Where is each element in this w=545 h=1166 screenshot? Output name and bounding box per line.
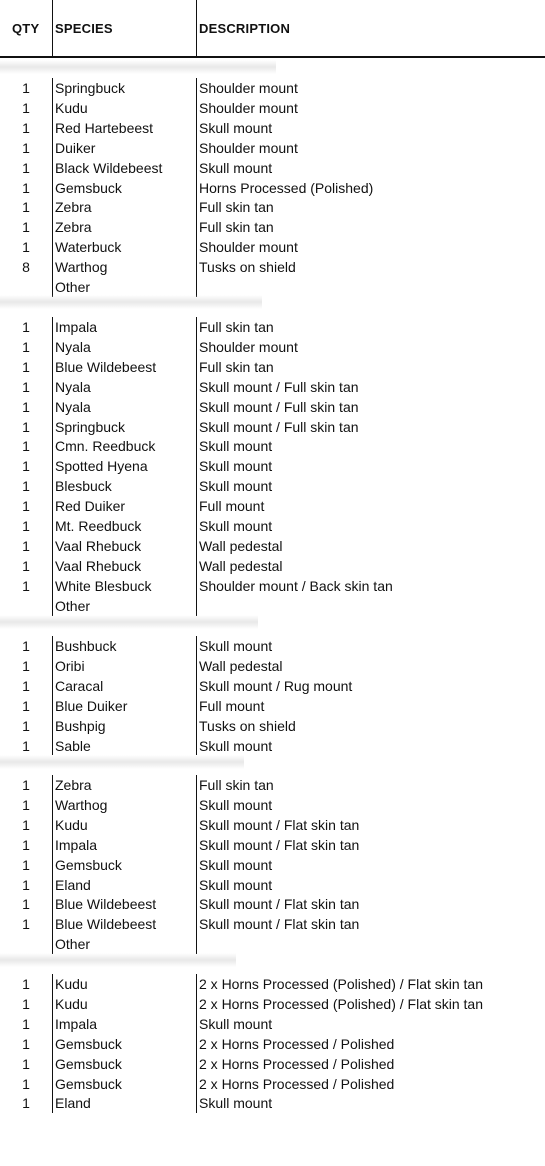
species-cell: Kudu xyxy=(55,816,88,833)
column-divider xyxy=(52,636,54,755)
table-row xyxy=(0,118,545,138)
table-row xyxy=(0,676,545,696)
species-cell: Eland xyxy=(55,876,91,893)
description-cell: Shoulder mount xyxy=(199,239,298,256)
species-cell: Blue Duiker xyxy=(55,697,128,714)
species-cell: Kudu xyxy=(55,99,88,116)
species-cell: Kudu xyxy=(55,976,88,992)
description-cell: Skull mount xyxy=(199,438,273,455)
column-divider xyxy=(52,974,54,1113)
qty-cell: 1 xyxy=(22,577,30,594)
qty-cell: 1 xyxy=(22,876,30,893)
table-row xyxy=(0,815,545,835)
qty-cell: 1 xyxy=(22,358,30,375)
table-row xyxy=(0,636,545,656)
qty-cell: 8 xyxy=(22,259,30,276)
table-row xyxy=(0,596,545,616)
description-cell: Skull mount xyxy=(199,638,273,654)
species-cell: Blue Wildebeest xyxy=(55,916,157,933)
table-row xyxy=(0,178,545,198)
species-cell: Black Wildebeest xyxy=(55,159,163,176)
table-row xyxy=(0,576,545,596)
header-column-divider xyxy=(52,0,54,57)
table-row xyxy=(0,217,545,237)
description-cell: Skull mount xyxy=(199,876,273,893)
species-cell: Impala xyxy=(55,836,98,853)
table-row xyxy=(0,914,545,934)
qty-cell: 1 xyxy=(22,1035,30,1052)
table-row xyxy=(0,377,545,397)
species-cell: Warthog xyxy=(55,259,108,276)
qty-cell: 1 xyxy=(22,179,30,196)
species-cell: Springbuck xyxy=(55,418,126,435)
species-cell: Impala xyxy=(55,319,98,335)
qty-cell: 1 xyxy=(22,1095,30,1112)
qty-cell: 1 xyxy=(22,976,30,992)
species-cell: Red Hartebeest xyxy=(55,119,154,136)
qty-cell: 1 xyxy=(22,1055,30,1072)
table-row xyxy=(0,974,545,994)
qty-cell: 1 xyxy=(22,638,30,654)
description-cell: Horns Processed (Polished) xyxy=(199,179,374,196)
qty-cell: 1 xyxy=(22,319,30,335)
species-cell: Zebra xyxy=(55,219,92,236)
description-cell: Skull mount / Flat skin tan xyxy=(199,916,360,933)
table-row xyxy=(0,496,545,516)
description-cell: Skull mount xyxy=(199,796,273,813)
qty-cell: 1 xyxy=(22,816,30,833)
description-cell: Shoulder mount xyxy=(199,338,298,355)
qty-cell: 1 xyxy=(22,777,30,793)
column-divider xyxy=(196,775,198,954)
species-cell: Eland xyxy=(55,1095,91,1112)
qty-cell: 1 xyxy=(22,159,30,176)
table-row xyxy=(0,1074,545,1094)
table-row xyxy=(0,536,545,556)
table-row xyxy=(0,1034,545,1054)
table-row xyxy=(0,476,545,496)
qty-cell: 1 xyxy=(22,458,30,475)
qty-cell: 1 xyxy=(22,896,30,913)
table-row xyxy=(0,257,545,277)
qty-cell: 1 xyxy=(22,478,30,495)
description-cell: 2 x Horns Processed / Polished xyxy=(199,1055,395,1072)
table-row xyxy=(0,934,545,954)
description-cell: Skull mount xyxy=(199,1095,273,1112)
species-cell: Zebra xyxy=(55,777,92,793)
table-row xyxy=(0,775,545,795)
table-row xyxy=(0,1014,545,1034)
species-cell: Duiker xyxy=(55,139,96,156)
table-row xyxy=(0,197,545,217)
species-cell: Bushpig xyxy=(55,717,106,734)
description-cell: Full skin tan xyxy=(199,219,274,236)
header-column-divider xyxy=(196,0,198,57)
qty-cell: 1 xyxy=(22,537,30,554)
table-row xyxy=(0,78,545,98)
table-row xyxy=(0,1093,545,1113)
qty-cell: 1 xyxy=(22,498,30,515)
header-species: SPECIES xyxy=(55,20,113,36)
species-cell: Gemsbuck xyxy=(55,1035,122,1052)
species-cell: Blesbuck xyxy=(55,478,112,495)
header-qty: QTY xyxy=(12,20,40,36)
species-cell: Mt. Reedbuck xyxy=(55,518,142,534)
qty-cell: 1 xyxy=(22,737,30,754)
description-cell: Skull mount / Flat skin tan xyxy=(199,836,360,853)
description-cell: Full skin tan xyxy=(199,199,274,216)
column-divider xyxy=(196,974,198,1113)
table-row xyxy=(0,138,545,158)
description-cell: Skull mount xyxy=(199,737,273,754)
description-cell: Skull mount / Flat skin tan xyxy=(199,816,360,833)
species-cell: Nyala xyxy=(55,398,91,415)
species-cell: Other xyxy=(55,279,91,295)
table-row xyxy=(0,556,545,576)
group-separator xyxy=(0,295,262,309)
table-row xyxy=(0,795,545,815)
qty-cell: 1 xyxy=(22,836,30,853)
description-cell: 2 x Horns Processed (Polished) / Flat skin tan xyxy=(199,995,484,1012)
qty-cell: 1 xyxy=(22,796,30,813)
table-row xyxy=(0,994,545,1014)
description-cell: 2 x Horns Processed (Polished) / Flat skin tan xyxy=(199,976,484,992)
qty-cell: 1 xyxy=(22,219,30,236)
description-cell: Skull mount xyxy=(199,856,273,873)
qty-cell: 1 xyxy=(22,557,30,574)
table-row xyxy=(0,417,545,437)
qty-cell: 1 xyxy=(22,398,30,415)
species-cell: Gemsbuck xyxy=(55,856,122,873)
qty-cell: 1 xyxy=(22,139,30,156)
species-cell: Cmn. Reedbuck xyxy=(55,438,156,455)
table-row xyxy=(0,237,545,257)
species-cell: Impala xyxy=(55,1015,98,1032)
species-cell: Warthog xyxy=(55,796,108,813)
description-cell: Wall pedestal xyxy=(199,537,283,554)
species-cell: Other xyxy=(55,936,91,953)
description-cell: Skull mount / Full skin tan xyxy=(199,398,359,415)
description-cell: Skull mount xyxy=(199,478,273,495)
qty-cell: 1 xyxy=(22,378,30,395)
table-row xyxy=(0,277,545,297)
table-row xyxy=(0,337,545,357)
species-cell: Springbuck xyxy=(55,80,126,96)
species-cell: Gemsbuck xyxy=(55,179,122,196)
table-row xyxy=(0,436,545,456)
group-separator xyxy=(0,615,258,629)
table-row xyxy=(0,875,545,895)
group-separator xyxy=(0,60,276,74)
description-cell: Skull mount xyxy=(199,458,273,475)
description-cell: Skull mount xyxy=(199,159,273,176)
column-divider xyxy=(196,636,198,755)
species-cell: Nyala xyxy=(55,338,91,355)
species-cell: Nyala xyxy=(55,378,91,395)
description-cell: 2 x Horns Processed / Polished xyxy=(199,1035,395,1052)
description-cell: Skull mount xyxy=(199,119,273,136)
description-cell: Tusks on shield xyxy=(199,717,296,734)
description-cell: Shoulder mount xyxy=(199,80,298,96)
qty-cell: 1 xyxy=(22,338,30,355)
description-cell: Skull mount / Flat skin tan xyxy=(199,896,360,913)
species-cell: Sable xyxy=(55,737,91,754)
table-row xyxy=(0,736,545,756)
table-row xyxy=(0,456,545,476)
qty-cell: 1 xyxy=(22,418,30,435)
description-cell: 2 x Horns Processed / Polished xyxy=(199,1075,395,1092)
species-cell: Vaal Rhebuck xyxy=(55,557,142,574)
description-cell: Skull mount xyxy=(199,518,273,534)
column-divider xyxy=(52,317,54,616)
description-cell: Shoulder mount xyxy=(199,139,298,156)
header-description: DESCRIPTION xyxy=(199,20,291,36)
description-cell: Skull mount / Full skin tan xyxy=(199,418,359,435)
species-cell: Caracal xyxy=(55,677,104,694)
table-row xyxy=(0,696,545,716)
species-cell: Gemsbuck xyxy=(55,1055,122,1072)
group-separator xyxy=(0,953,236,967)
header-rule xyxy=(0,56,545,58)
species-cell: Oribi xyxy=(55,657,85,674)
table-row xyxy=(0,716,545,736)
species-cell: Red Duiker xyxy=(55,498,126,515)
column-divider xyxy=(52,78,54,297)
qty-cell: 1 xyxy=(22,119,30,136)
table-row xyxy=(0,656,545,676)
species-cell: Blue Wildebeest xyxy=(55,358,157,375)
species-cell: Zebra xyxy=(55,199,92,216)
description-cell: Full mount xyxy=(199,697,265,714)
table-row xyxy=(0,1054,545,1074)
table-row xyxy=(0,98,545,118)
description-cell: Shoulder mount / Back skin tan xyxy=(199,577,393,594)
table-row xyxy=(0,397,545,417)
description-cell: Shoulder mount xyxy=(199,99,298,116)
description-cell: Skull mount / Full skin tan xyxy=(199,378,359,395)
description-cell: Skull mount / Rug mount xyxy=(199,677,353,694)
description-cell: Wall pedestal xyxy=(199,657,283,674)
qty-cell: 1 xyxy=(22,916,30,933)
species-cell: Kudu xyxy=(55,995,88,1012)
species-cell: Vaal Rhebuck xyxy=(55,537,142,554)
qty-cell: 1 xyxy=(22,239,30,256)
description-cell: Skull mount xyxy=(199,1015,273,1032)
column-divider xyxy=(196,317,198,616)
qty-cell: 1 xyxy=(22,438,30,455)
description-cell: Full skin tan xyxy=(199,358,274,375)
description-cell: Full mount xyxy=(199,498,265,515)
qty-cell: 1 xyxy=(22,1075,30,1092)
table-row xyxy=(0,317,545,337)
qty-cell: 1 xyxy=(22,80,30,96)
qty-cell: 1 xyxy=(22,199,30,216)
species-cell: Waterbuck xyxy=(55,239,122,256)
species-cell: Gemsbuck xyxy=(55,1075,122,1092)
qty-cell: 1 xyxy=(22,697,30,714)
description-cell: Full skin tan xyxy=(199,777,274,793)
qty-cell: 1 xyxy=(22,717,30,734)
table-row xyxy=(0,516,545,536)
species-cell: Spotted Hyena xyxy=(55,458,148,475)
qty-cell: 1 xyxy=(22,518,30,534)
description-cell: Full skin tan xyxy=(199,319,274,335)
species-cell: Bushbuck xyxy=(55,638,117,654)
column-divider xyxy=(52,775,54,954)
species-cell: Blue Wildebeest xyxy=(55,896,157,913)
description-cell: Wall pedestal xyxy=(199,557,283,574)
species-cell: White Blesbuck xyxy=(55,577,152,594)
table-row xyxy=(0,158,545,178)
table-row xyxy=(0,855,545,875)
table-row xyxy=(0,894,545,914)
qty-cell: 1 xyxy=(22,1015,30,1032)
group-separator xyxy=(0,755,244,769)
column-divider xyxy=(196,78,198,297)
table-row xyxy=(0,357,545,377)
qty-cell: 1 xyxy=(22,995,30,1012)
qty-cell: 1 xyxy=(22,856,30,873)
species-cell: Other xyxy=(55,597,91,614)
description-cell: Tusks on shield xyxy=(199,259,296,276)
qty-cell: 1 xyxy=(22,657,30,674)
table-row xyxy=(0,835,545,855)
qty-cell: 1 xyxy=(22,677,30,694)
qty-cell: 1 xyxy=(22,99,30,116)
